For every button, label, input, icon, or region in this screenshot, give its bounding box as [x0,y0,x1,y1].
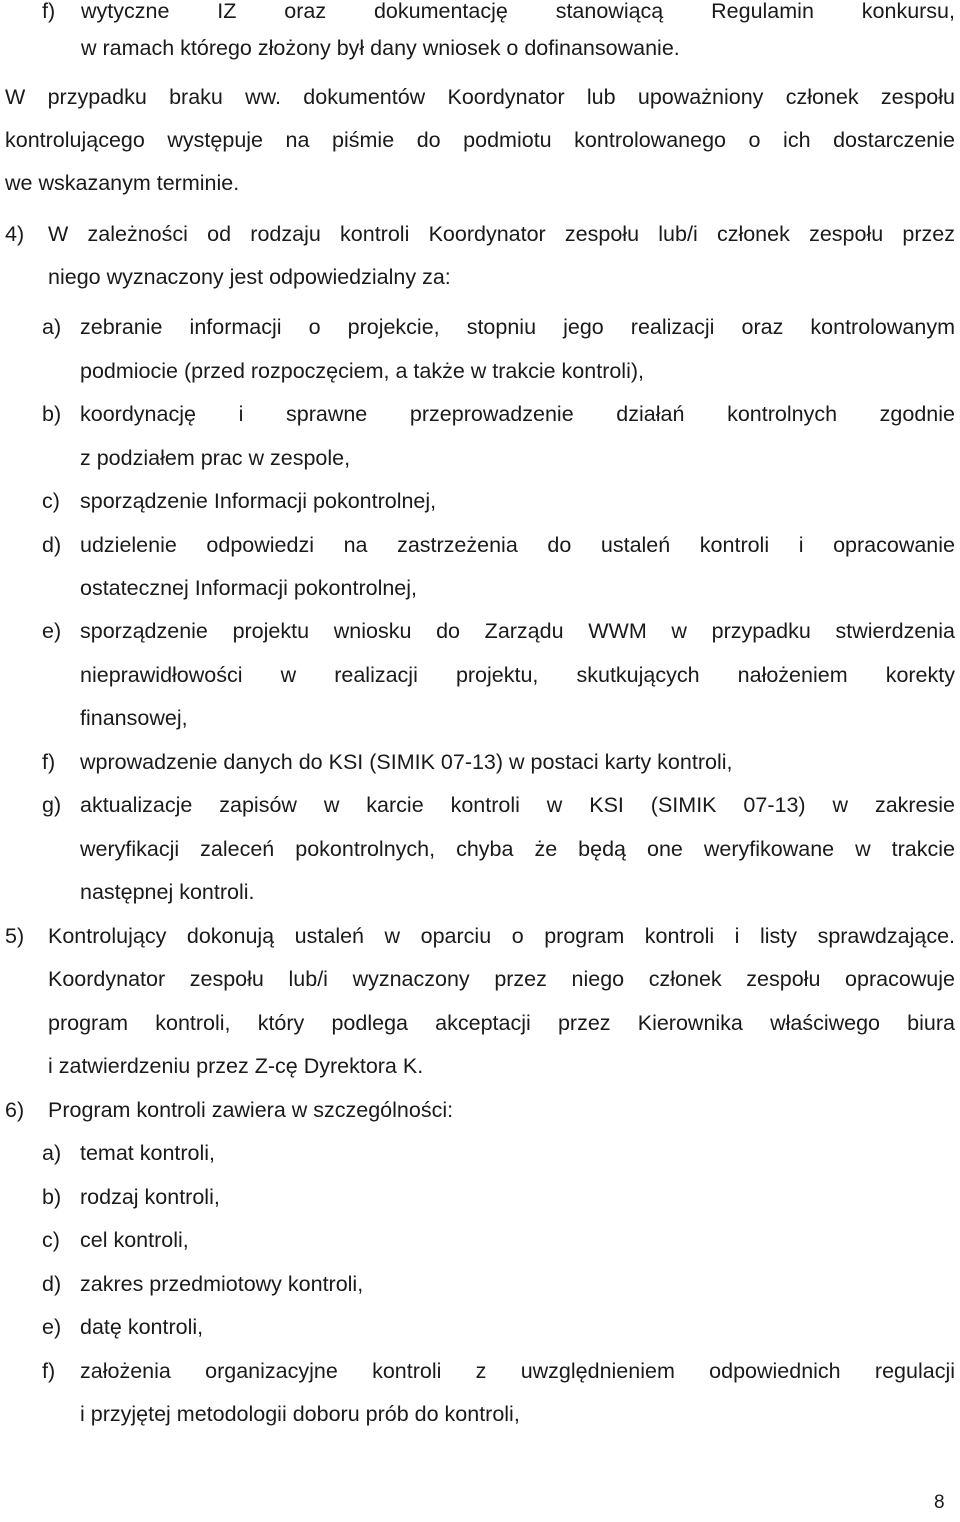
text-line: następnej kontroli. [80,880,255,904]
text-line: datę kontroli, [80,1315,204,1339]
text-line: temat kontroli, [80,1141,216,1165]
text-line: niego wyznaczony jest odpowiedzialny za: [48,265,451,289]
text-line: nieprawidłowości w realizacji projektu, skutkujących nałożeniem korekty [80,663,955,687]
list-label: a) [42,1141,62,1165]
text-line: kontrolującego występuje na piśmie do podmiotu kontrolowanego o ich dostarczenie [5,128,955,152]
list-label: a) [42,315,62,339]
list-label: d) [42,1272,62,1296]
text-line: udzielenie odpowiedzi na zastrzeżenia do ustaleń kontroli i opracowanie [80,533,955,557]
point-label: 4) [5,222,25,246]
text-line: program kontroli, który podlega akceptacji przez Kierownika właściwego biura [48,1011,955,1035]
list-label: e) [42,619,62,643]
text-line: ostatecznej Informacji pokontrolnej, [80,576,418,600]
text-line: i przyjętej metodologii doboru prób do kontroli, [80,1402,520,1426]
text-line: W zależności od rodzaju kontroli Koordynator zespołu lub/i członek zespołu przez [48,222,955,246]
text-line: Kontrolujący dokonują ustaleń w oparciu o program kontroli i listy sprawdzające. [48,924,955,948]
text-line: wprowadzenie danych do KSI (SIMIK 07-13) w postaci karty kontroli, [80,750,733,774]
text-line: aktualizacje zapisów w karcie kontroli w KSI (SIMIK 07-13) w zakresie [80,793,955,817]
point-label: 6) [5,1098,25,1122]
text-line: we wskazanym terminie. [5,171,240,195]
text-line: w ramach którego złożony był dany wniosek o dofinansowanie. [81,36,680,60]
text-line: zakres przedmiotowy kontroli, [80,1272,364,1296]
list-label: d) [42,533,62,557]
text-line: Program kontroli zawiera w szczególności: [48,1098,454,1122]
text-line: weryfikacji zaleceń pokontrolnych, chyba że będą one weryfikowane w trakcie [80,837,955,861]
text-line: podmiocie (przed rozpoczęciem, a także w trakcie kontroli), [80,359,644,383]
point-label: 5) [5,924,25,948]
list-label: e) [42,1315,62,1339]
text-line: sporządzenie projektu wniosku do Zarządu WWM w przypadku stwierdzenia [80,619,955,643]
text-line: W przypadku braku ww. dokumentów Koordynator lub upoważniony członek zespołu [5,85,955,109]
list-label: f) [42,750,56,774]
list-label: c) [42,1228,60,1252]
list-label: b) [42,1185,62,1209]
text-line: zebranie informacji o projekcie, stopniu jego realizacji oraz kontrolowanym [80,315,955,339]
text-line: koordynację i sprawne przeprowadzenie działań kontrolnych zgodnie [80,402,955,426]
text-line: z podziałem prac w zespole, [80,446,351,470]
text-line: wytyczne IZ oraz dokumentację stanowiącą Regulamin konkursu, [81,0,955,23]
text-line: sporządzenie Informacji pokontrolnej, [80,489,437,513]
text-line: Koordynator zespołu lub/i wyznaczony przez niego członek zespołu opracowuje [48,967,955,991]
text-line: założenia organizacyjne kontroli z uwzględnieniem odpowiednich regulacji [80,1359,955,1383]
text-line: cel kontroli, [80,1228,189,1252]
text-line: rodzaj kontroli, [80,1185,220,1209]
list-label: f) [42,0,56,23]
list-label: f) [42,1359,56,1383]
list-label: b) [42,402,62,426]
text-line: i zatwierdzeniu przez Z-cę Dyrektora K. [48,1054,424,1078]
list-label: c) [42,489,60,513]
text-line: finansowej, [80,706,188,730]
list-label: g) [42,793,62,817]
page-number: 8 [934,1492,945,1513]
